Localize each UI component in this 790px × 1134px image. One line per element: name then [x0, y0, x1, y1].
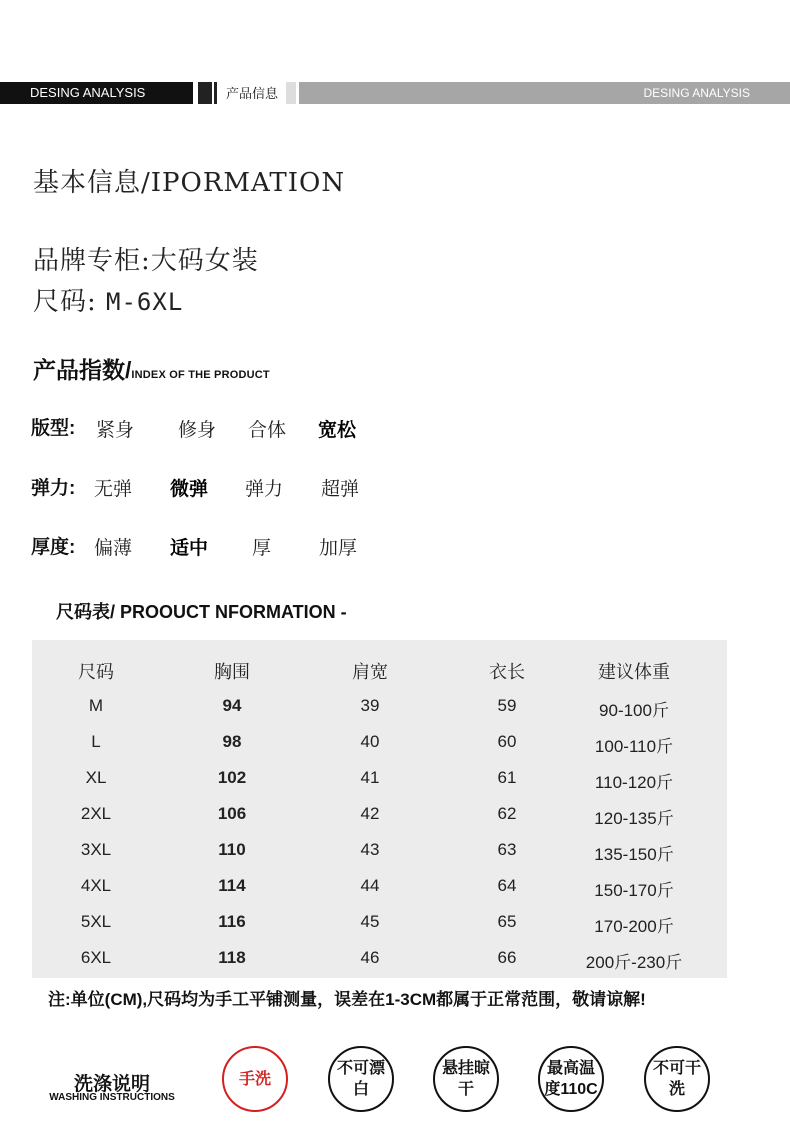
care-icon-label: 手洗 — [238, 1070, 271, 1088]
table-cell: 116 — [218, 912, 246, 931]
header-section-label: 产品信息 — [226, 86, 279, 101]
size-range-value: M-6XL — [106, 288, 184, 316]
header-right-banner: DESING ANALYSIS — [299, 82, 790, 104]
table-cell: 44 — [360, 876, 380, 895]
table-cell: 61 — [497, 768, 517, 787]
washing-title: 洗涤说明 — [73, 1074, 150, 1095]
hang-dry-icon — [433, 1046, 499, 1112]
product-index-title-main: 产品指数/ — [33, 357, 132, 383]
product-index-subtitle: INDEX OF THE PRODUCT — [131, 369, 270, 381]
basic-info-title: 基本信息/IPORMATION — [33, 168, 346, 198]
measurement-note: 注:单位(CM),尺码均为手工平铺测量，误差在1-3CM都属于正常范围，敬请谅解! — [48, 990, 646, 1009]
table-cell: 114 — [218, 876, 246, 895]
table-cell: 41 — [360, 768, 380, 787]
table-cell: XL — [85, 768, 107, 787]
index-option-selected: 微弹 — [170, 479, 209, 500]
table-cell: 60 — [497, 732, 517, 751]
table-cell: 170-200斤 — [594, 917, 674, 936]
care-icon-label: 不可干洗 — [652, 1060, 701, 1098]
table-header-cell: 建议体重 — [598, 662, 670, 682]
header-divider-line — [214, 82, 217, 104]
index-option-selected: 宽松 — [318, 420, 357, 441]
index-option: 弹力 — [245, 479, 284, 500]
table-cell: 120-135斤 — [594, 809, 674, 828]
table-cell: 94 — [222, 696, 242, 715]
table-cell: 63 — [497, 840, 517, 859]
header-light-block — [286, 82, 296, 104]
care-icon-label: 悬挂晾干 — [441, 1060, 490, 1098]
no-bleach-icon — [328, 1046, 394, 1112]
table-cell: 102 — [217, 768, 247, 787]
max-temperature-icon — [538, 1046, 604, 1112]
table-cell: 39 — [360, 696, 380, 715]
table-cell: L — [91, 732, 101, 751]
index-option: 加厚 — [319, 538, 358, 559]
table-header-cell: 尺码 — [78, 662, 114, 682]
table-cell: 45 — [360, 912, 380, 931]
index-option: 修身 — [178, 420, 217, 441]
care-icon-label: 最高温度110C — [544, 1060, 598, 1098]
table-cell: 4XL — [80, 876, 112, 895]
table-cell: 106 — [217, 804, 247, 823]
table-cell: 64 — [497, 876, 517, 895]
table-header-cell: 胸围 — [214, 662, 250, 682]
brand-value: 大码女装 — [150, 246, 259, 276]
index-option: 厚 — [252, 538, 272, 559]
table-cell: 135-150斤 — [594, 845, 674, 864]
size-range-label: 尺码: — [33, 287, 97, 317]
table-cell: 118 — [218, 948, 246, 967]
header-divider-block — [198, 82, 212, 104]
table-cell: 200斤-230斤 — [585, 953, 683, 972]
table-cell: 3XL — [80, 840, 112, 859]
product-index-title — [33, 352, 270, 385]
washing-subtitle: WASHING INSTRUCTIONS — [49, 1092, 175, 1103]
index-option: 偏薄 — [94, 538, 133, 559]
table-cell: 6XL — [80, 948, 112, 967]
table-cell: 5XL — [80, 912, 112, 931]
care-icon-label: 不可漂白 — [336, 1060, 385, 1098]
index-option: 超弹 — [321, 479, 360, 500]
table-cell: 110-120斤 — [594, 773, 674, 792]
table-cell: 40 — [360, 732, 380, 751]
header-left-banner: DESING ANALYSIS — [0, 82, 193, 104]
index-option: 紧身 — [96, 420, 135, 441]
table-cell: 43 — [360, 840, 380, 859]
table-cell: 100-110斤 — [594, 737, 674, 756]
index-option: 无弹 — [94, 479, 133, 500]
index-label-fit: 版型: — [31, 418, 76, 439]
no-dry-clean-icon — [644, 1046, 710, 1112]
index-option: 合体 — [248, 420, 287, 441]
table-cell: 90-100斤 — [599, 701, 669, 720]
brand-label: 品牌专柜: — [33, 246, 151, 276]
brand-line — [33, 240, 259, 277]
index-label-stretch: 弹力: — [31, 478, 76, 499]
table-header-cell: 衣长 — [489, 662, 525, 682]
table-cell: 65 — [497, 912, 517, 931]
table-cell: 42 — [360, 804, 380, 823]
size-table-title: 尺码表/ PROOUCT NFORMATION - — [56, 602, 347, 622]
table-cell: 62 — [497, 804, 517, 823]
table-cell: 59 — [497, 696, 517, 715]
table-cell: M — [88, 696, 104, 715]
table-cell: 66 — [497, 948, 517, 967]
table-header-cell: 肩宽 — [352, 662, 388, 682]
hand-wash-icon — [222, 1046, 288, 1112]
size-table — [32, 640, 727, 978]
index-label-thickness: 厚度: — [31, 537, 76, 558]
table-cell: 2XL — [80, 804, 112, 823]
table-cell: 110 — [218, 840, 246, 859]
index-option-selected: 适中 — [170, 538, 209, 559]
table-cell: 150-170斤 — [594, 881, 674, 900]
table-cell: 46 — [360, 948, 380, 967]
size-range-line — [33, 281, 183, 318]
table-cell: 98 — [222, 732, 242, 751]
